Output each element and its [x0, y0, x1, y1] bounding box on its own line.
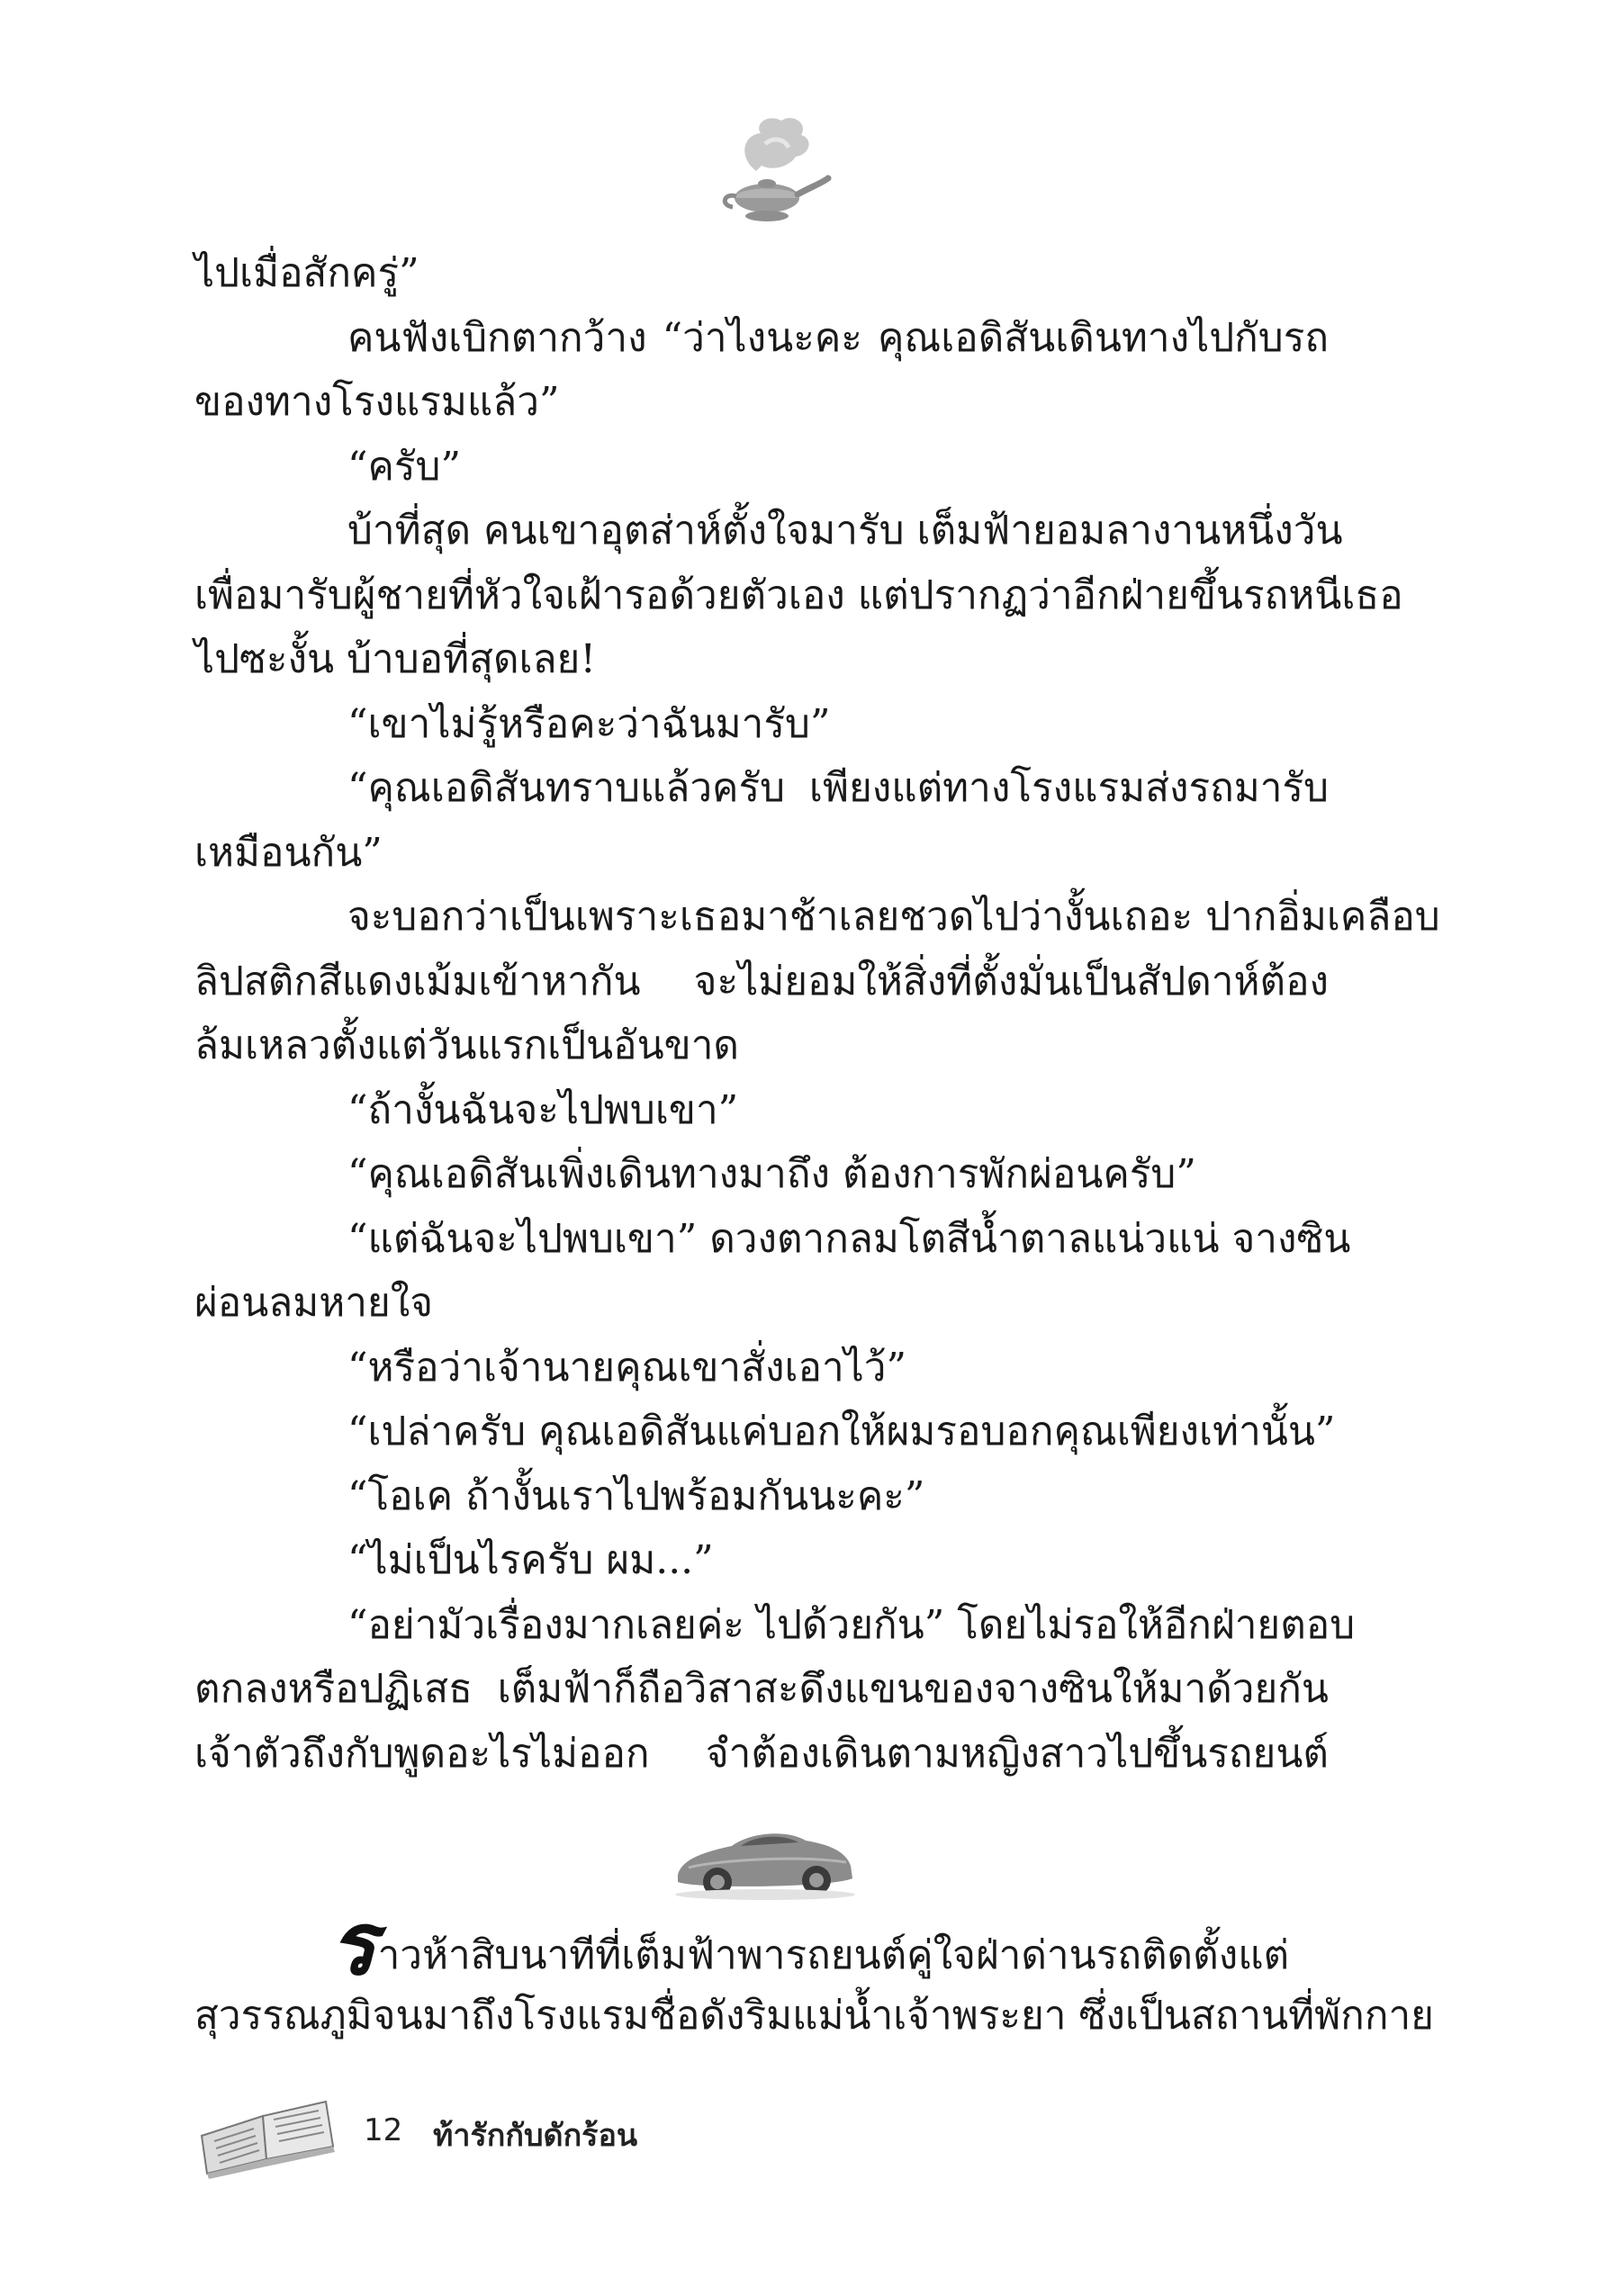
sports-car-image [662, 1805, 864, 1913]
paragraph-line: “ครับ” [347, 443, 461, 490]
paragraph-line: “หรือว่าเจ้านายคุณเขาสั่งเอาไว้” [347, 1344, 906, 1391]
paragraph-line: “เปล่าครับ คุณเอดิสันแค่บอกให้ผมรอบอกคุณเพียงเท่านั้น” [347, 1409, 1336, 1454]
paragraph-line: “แต่ฉันจะไปพบเขา” ดวงตากลมโตสีน้ำตาลแน่วแน่ จางซิน [347, 1215, 1351, 1262]
paragraph-line: เจ้าตัวถึงกับพูดอะไรไม่ออก จำต้องเดินตามหญิงสาวไปขึ้นรถยนต์ [194, 1730, 1329, 1777]
page-number: 12 [364, 2112, 403, 2148]
paragraph-line: “อย่ามัวเรื่องมากเลยค่ะ ไปด้วยกัน” โดยไม่รอให้อีกฝ่ายตอบ [347, 1601, 1356, 1648]
paragraph-line: “ถ้างั้นฉันจะไปพบเขา” [347, 1086, 739, 1133]
paragraph-line: ผ่อนลมหายใจ [194, 1280, 434, 1326]
body-text [194, 241, 1440, 1786]
open-book-icon [194, 2084, 338, 2183]
paragraph-line: “เขาไม่รู้หรือคะว่าฉันมารับ” [347, 700, 831, 747]
section-paragraph [194, 1893, 1434, 2052]
paragraph-line: ลิปสติกสีแดงเม้มเข้าหากัน จะไม่ยอมให้สิ่งที่ตั้งมั่นเป็นสัปดาห์ต้อง [194, 958, 1329, 1004]
book-title: ท้ารักกับดักร้อน [433, 2118, 638, 2154]
paragraph-line: ตกลงหรือปฏิเสธ เต็มฟ้าก็ถือวิสาสะดึงแขนของจางซินให้มาด้วยกัน [194, 1666, 1329, 1712]
paragraph-line: ของทางโรงแรมแล้ว” [194, 379, 560, 425]
paragraph-line: จะบอกว่าเป็นเพราะเธอมาช้าเลยชวดไปว่างั้นเถอะ ปากอิ่มเคลือบ [347, 894, 1440, 940]
paragraph-line: คนฟังเบิกตากว้าง “ว่าไงนะคะ คุณเอดิสันเดินทางไปกับรถ [347, 314, 1329, 361]
paragraph-line: “โอเค ถ้างั้นเราไปพร้อมกันนะคะ” [347, 1472, 925, 1519]
paragraph-line-second: สุวรรณภูมิจนมาถึงโรงแรมชื่อดังริมแม่น้ำเจ้าพระยา ซึ่งเป็นสถานที่พักกาย [194, 1993, 1434, 2039]
genie-lamp-icon [702, 108, 837, 234]
paragraph-line: “ไม่เป็นไรครับ ผม...” [347, 1537, 714, 1583]
paragraph-line: เพื่อมารับผู้ชายที่หัวใจเฝ้ารอด้วยตัวเอง แต่ปรากฏว่าอีกฝ่ายขึ้นรถหนีเธอ [194, 572, 1403, 618]
paragraph-line: เหมือนกัน” [194, 829, 383, 876]
first-line-rest: าวห้าสิบนาทีที่เต็มฟ้าพารถยนต์คู่ใจฝ่าด่านรถติดตั้งแต่ [377, 1932, 1290, 1978]
paragraph-line: ไปเมื่อสักครู่” [194, 250, 419, 296]
paragraph-line: “คุณเอดิสันทราบแล้วครับ เพียงแต่ทางโรงแรมส่งรถมารับ [347, 765, 1329, 811]
paragraph-line: บ้าที่สุด คนเขาอุตส่าห์ตั้งใจมารับ เต็มฟ้ายอมลางานหนึ่งวัน [347, 508, 1343, 554]
drop-cap: ร [329, 1893, 376, 1994]
page-footer [194, 2084, 825, 2183]
paragraph-line-first [194, 1893, 1329, 1994]
paragraph-line: ล้มเหลวตั้งแต่วันแรกเป็นอันขาด [194, 1022, 739, 1068]
paragraph-line: ไปซะงั้น บ้าบอที่สุดเลย! [194, 636, 596, 682]
paragraph-line: “คุณเอดิสันเพิ่งเดินทางมาถึง ต้องการพักผ่อนครับ” [347, 1151, 1196, 1197]
